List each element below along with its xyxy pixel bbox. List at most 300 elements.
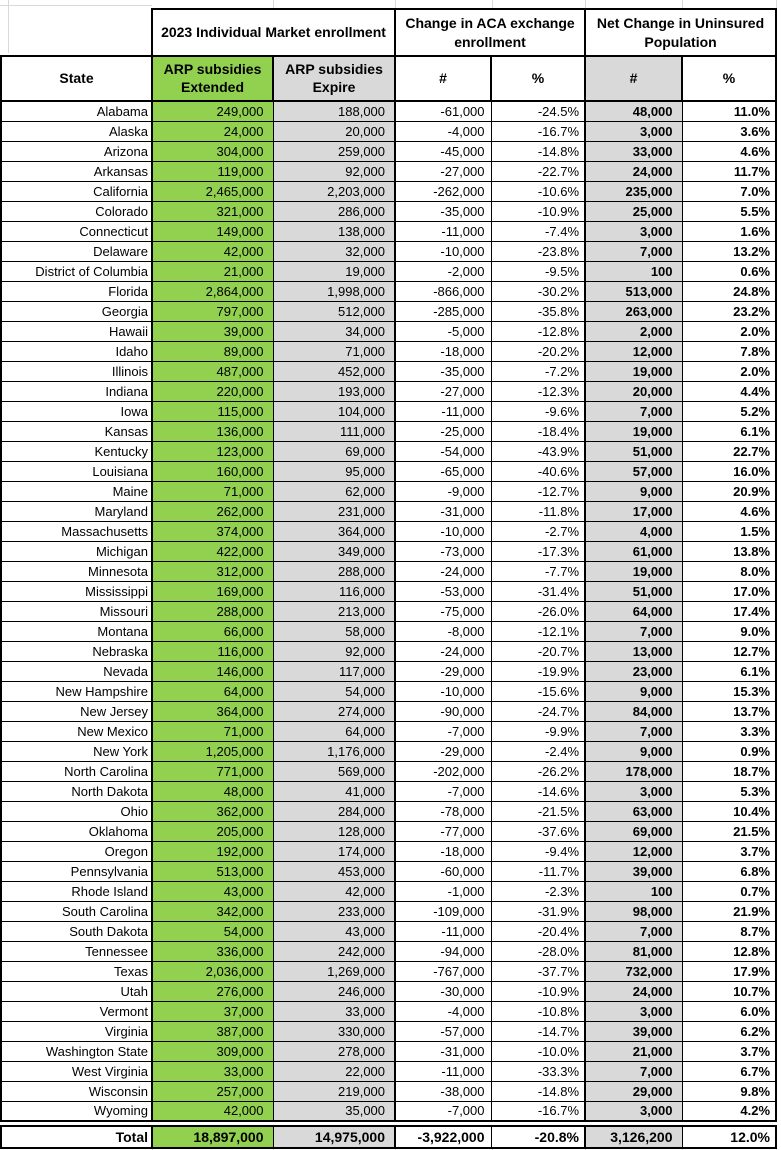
- table-row: [1, 801, 776, 821]
- arp-extended-value: 342,000: [152, 901, 273, 921]
- table-row: [1, 501, 776, 521]
- uninsured-change-number: 98,000: [585, 901, 682, 921]
- uninsured-change-percent: 11.0%: [682, 101, 776, 121]
- change-percent: -7.7%: [491, 561, 585, 581]
- state-name: New Jersey: [1, 701, 152, 721]
- change-number: -5,000: [395, 321, 491, 341]
- change-percent: -20.2%: [491, 341, 585, 361]
- change-percent: -37.7%: [491, 961, 585, 981]
- uninsured-change-percent: 10.4%: [682, 801, 776, 821]
- change-number: -73,000: [395, 541, 491, 561]
- uninsured-change-number: 57,000: [585, 461, 682, 481]
- arp-expire-value: 2,203,000: [273, 181, 395, 201]
- table-row: [1, 661, 776, 681]
- change-percent: -24.5%: [491, 101, 585, 121]
- uninsured-change-number: 4,000: [585, 521, 682, 541]
- uninsured-change-number: 24,000: [585, 161, 682, 181]
- uninsured-change-percent: 9.0%: [682, 621, 776, 641]
- arp-expire-value: 71,000: [273, 341, 395, 361]
- state-name: Connecticut: [1, 221, 152, 241]
- uninsured-change-number: 19,000: [585, 361, 682, 381]
- change-percent: -14.8%: [491, 141, 585, 161]
- uninsured-change-percent: 8.7%: [682, 921, 776, 941]
- arp-expire-value: 246,000: [273, 981, 395, 1001]
- table-row: [1, 201, 776, 221]
- state-name: Virginia: [1, 1021, 152, 1041]
- arp-expire-value: 128,000: [273, 821, 395, 841]
- uninsured-change-number: 64,000: [585, 601, 682, 621]
- uninsured-change-percent: 10.7%: [682, 981, 776, 1001]
- state-name: Wyoming: [1, 1101, 152, 1121]
- arp-extended-value: 205,000: [152, 821, 273, 841]
- spreadsheet-gridline: [776, 0, 777, 8]
- uninsured-change-percent: 7.0%: [682, 181, 776, 201]
- arp-extended-value: 71,000: [152, 481, 273, 501]
- col-header-change-percent: %: [491, 56, 585, 101]
- change-percent: -12.1%: [491, 621, 585, 641]
- arp-extended-value: 136,000: [152, 421, 273, 441]
- change-percent: -12.3%: [491, 381, 585, 401]
- uninsured-change-number: 513,000: [585, 281, 682, 301]
- change-percent: -10.0%: [491, 1041, 585, 1061]
- arp-expire-value: 259,000: [273, 141, 395, 161]
- change-percent: -9.6%: [491, 401, 585, 421]
- table-row: [1, 241, 776, 261]
- change-number: -10,000: [395, 681, 491, 701]
- uninsured-change-percent: 3.3%: [682, 721, 776, 741]
- change-percent: -2.4%: [491, 741, 585, 761]
- change-percent: -16.7%: [491, 1101, 585, 1121]
- uninsured-change-percent: 0.9%: [682, 741, 776, 761]
- arp-extended-value: 160,000: [152, 461, 273, 481]
- arp-expire-value: 35,000: [273, 1101, 395, 1121]
- arp-extended-value: 43,000: [152, 881, 273, 901]
- arp-expire-value: 111,000: [273, 421, 395, 441]
- col-header-change-number: #: [395, 56, 491, 101]
- arp-extended-value: 2,036,000: [152, 961, 273, 981]
- change-number: -9,000: [395, 481, 491, 501]
- state-name: Maine: [1, 481, 152, 501]
- change-number: -24,000: [395, 641, 491, 661]
- uninsured-change-number: 24,000: [585, 981, 682, 1001]
- table-row: [1, 581, 776, 601]
- change-number: -202,000: [395, 761, 491, 781]
- arp-expire-value: 233,000: [273, 901, 395, 921]
- arp-expire-value: 69,000: [273, 441, 395, 461]
- state-name: Hawaii: [1, 321, 152, 341]
- arp-extended-value: 304,000: [152, 141, 273, 161]
- table-row: [1, 921, 776, 941]
- table-row: [1, 441, 776, 461]
- state-name: Minnesota: [1, 561, 152, 581]
- change-percent: -40.6%: [491, 461, 585, 481]
- uninsured-change-number: 7,000: [585, 241, 682, 261]
- uninsured-change-number: 2,000: [585, 321, 682, 341]
- table-row: [1, 1101, 776, 1121]
- change-number: -53,000: [395, 581, 491, 601]
- table-row: [1, 721, 776, 741]
- arp-expire-value: 58,000: [273, 621, 395, 641]
- table-row: [1, 401, 776, 421]
- change-percent: -16.7%: [491, 121, 585, 141]
- total-arp-extended-value: 18,897,000: [152, 1126, 273, 1148]
- uninsured-change-number: 9,000: [585, 681, 682, 701]
- uninsured-change-number: 263,000: [585, 301, 682, 321]
- arp-extended-value: 336,000: [152, 941, 273, 961]
- arp-extended-value: 169,000: [152, 581, 273, 601]
- uninsured-change-number: 39,000: [585, 861, 682, 881]
- change-number: -30,000: [395, 981, 491, 1001]
- change-percent: -37.6%: [491, 821, 585, 841]
- uninsured-change-number: 29,000: [585, 1081, 682, 1101]
- table-row: [1, 881, 776, 901]
- table-row: [1, 421, 776, 441]
- arp-expire-value: 41,000: [273, 781, 395, 801]
- table-row: [1, 981, 776, 1001]
- uninsured-change-number: 100: [585, 261, 682, 281]
- uninsured-change-percent: 4.6%: [682, 141, 776, 161]
- uninsured-change-percent: 3.7%: [682, 841, 776, 861]
- uninsured-change-percent: 13.8%: [682, 541, 776, 561]
- arp-extended-value: 116,000: [152, 641, 273, 661]
- arp-extended-value: 387,000: [152, 1021, 273, 1041]
- arp-extended-value: 33,000: [152, 1061, 273, 1081]
- change-percent: -15.6%: [491, 681, 585, 701]
- arp-extended-value: 771,000: [152, 761, 273, 781]
- arp-expire-value: 116,000: [273, 581, 395, 601]
- arp-extended-value: 220,000: [152, 381, 273, 401]
- uninsured-change-percent: 17.9%: [682, 961, 776, 981]
- uninsured-change-percent: 7.8%: [682, 341, 776, 361]
- group-header-aca-exchange-change: Change in ACA exchange enrollment: [395, 9, 585, 56]
- uninsured-change-number: 235,000: [585, 181, 682, 201]
- table-row: [1, 1021, 776, 1041]
- table-row: [1, 761, 776, 781]
- arp-expire-value: 512,000: [273, 301, 395, 321]
- arp-extended-value: 192,000: [152, 841, 273, 861]
- change-number: -29,000: [395, 661, 491, 681]
- arp-expire-value: 62,000: [273, 481, 395, 501]
- arp-extended-value: 24,000: [152, 121, 273, 141]
- state-name: Pennsylvania: [1, 861, 152, 881]
- arp-extended-value: 64,000: [152, 681, 273, 701]
- change-number: -94,000: [395, 941, 491, 961]
- state-name: New Mexico: [1, 721, 152, 741]
- arp-expire-value: 213,000: [273, 601, 395, 621]
- state-name: Arizona: [1, 141, 152, 161]
- table-row: [1, 961, 776, 981]
- total-uninsured-change-number: 3,126,200: [585, 1126, 682, 1148]
- arp-extended-value: 2,864,000: [152, 281, 273, 301]
- arp-expire-value: 1,176,000: [273, 741, 395, 761]
- state-name: Tennessee: [1, 941, 152, 961]
- change-number: -29,000: [395, 741, 491, 761]
- arp-expire-value: 92,000: [273, 641, 395, 661]
- table-row: [1, 161, 776, 181]
- uninsured-change-percent: 20.9%: [682, 481, 776, 501]
- arp-extended-value: 321,000: [152, 201, 273, 221]
- corner-blank-cell: [1, 9, 152, 56]
- change-number: -60,000: [395, 861, 491, 881]
- uninsured-change-percent: 21.9%: [682, 901, 776, 921]
- arp-expire-value: 43,000: [273, 921, 395, 941]
- change-percent: -10.8%: [491, 1001, 585, 1021]
- arp-extended-value: 312,000: [152, 561, 273, 581]
- change-percent: -11.7%: [491, 861, 585, 881]
- arp-expire-value: 330,000: [273, 1021, 395, 1041]
- uninsured-change-percent: 6.1%: [682, 661, 776, 681]
- arp-expire-value: 452,000: [273, 361, 395, 381]
- state-name: Nevada: [1, 661, 152, 681]
- arp-extended-value: 149,000: [152, 221, 273, 241]
- change-number: -4,000: [395, 1001, 491, 1021]
- change-number: -31,000: [395, 501, 491, 521]
- arp-extended-value: 21,000: [152, 261, 273, 281]
- state-name: Mississippi: [1, 581, 152, 601]
- change-number: -65,000: [395, 461, 491, 481]
- uninsured-change-number: 39,000: [585, 1021, 682, 1041]
- arp-extended-value: 797,000: [152, 301, 273, 321]
- uninsured-change-percent: 4.2%: [682, 1101, 776, 1121]
- state-name: Texas: [1, 961, 152, 981]
- uninsured-change-number: 20,000: [585, 381, 682, 401]
- uninsured-change-percent: 5.5%: [682, 201, 776, 221]
- table-row: [1, 861, 776, 881]
- arp-extended-value: 374,000: [152, 521, 273, 541]
- change-percent: -20.4%: [491, 921, 585, 941]
- change-percent: -10.9%: [491, 201, 585, 221]
- uninsured-change-number: 23,000: [585, 661, 682, 681]
- table-row: [1, 101, 776, 121]
- change-number: -57,000: [395, 1021, 491, 1041]
- change-percent: -2.3%: [491, 881, 585, 901]
- uninsured-change-number: 63,000: [585, 801, 682, 821]
- uninsured-change-number: 7,000: [585, 1061, 682, 1081]
- uninsured-change-percent: 12.7%: [682, 641, 776, 661]
- change-number: -11,000: [395, 221, 491, 241]
- table-row: [1, 461, 776, 481]
- arp-extended-value: 54,000: [152, 921, 273, 941]
- table-row: [1, 1001, 776, 1021]
- state-name: Illinois: [1, 361, 152, 381]
- uninsured-change-percent: 16.0%: [682, 461, 776, 481]
- uninsured-change-percent: 13.7%: [682, 701, 776, 721]
- change-percent: -21.5%: [491, 801, 585, 821]
- uninsured-change-percent: 3.7%: [682, 1041, 776, 1061]
- spreadsheet-gridline: [395, 0, 396, 8]
- state-name: Utah: [1, 981, 152, 1001]
- arp-extended-value: 66,000: [152, 621, 273, 641]
- arp-expire-value: 288,000: [273, 561, 395, 581]
- uninsured-change-percent: 1.5%: [682, 521, 776, 541]
- uninsured-change-percent: 24.8%: [682, 281, 776, 301]
- arp-extended-value: 146,000: [152, 661, 273, 681]
- arp-extended-value: 249,000: [152, 101, 273, 121]
- spreadsheet-gridline: [0, 5, 152, 6]
- arp-extended-value: 1,205,000: [152, 741, 273, 761]
- change-percent: -31.4%: [491, 581, 585, 601]
- arp-expire-value: 286,000: [273, 201, 395, 221]
- state-name: Missouri: [1, 601, 152, 621]
- table-row: [1, 901, 776, 921]
- table-row: [1, 1061, 776, 1081]
- total-change-number: -3,922,000: [395, 1126, 491, 1148]
- state-name: Maryland: [1, 501, 152, 521]
- group-header-uninsured-change: Net Change in Uninsured Population: [585, 9, 776, 56]
- arp-expire-value: 20,000: [273, 121, 395, 141]
- uninsured-change-percent: 2.0%: [682, 321, 776, 341]
- total-row: [1, 1126, 776, 1148]
- change-percent: -28.0%: [491, 941, 585, 961]
- arp-expire-value: 569,000: [273, 761, 395, 781]
- change-percent: -11.8%: [491, 501, 585, 521]
- table-row: [1, 321, 776, 341]
- arp-extended-value: 276,000: [152, 981, 273, 1001]
- change-percent: -18.4%: [491, 421, 585, 441]
- spreadsheet-gridline: [273, 0, 274, 8]
- change-number: -262,000: [395, 181, 491, 201]
- uninsured-change-percent: 17.4%: [682, 601, 776, 621]
- state-name: Delaware: [1, 241, 152, 261]
- state-name: North Dakota: [1, 781, 152, 801]
- table-row: [1, 541, 776, 561]
- col-header-arp-subsidies-extended: ARP subsidies Extended: [152, 56, 273, 101]
- change-percent: -10.9%: [491, 981, 585, 1001]
- spreadsheet-gridline: [585, 0, 586, 8]
- col-header-uninsured-number: #: [585, 56, 682, 101]
- uninsured-change-number: 100: [585, 881, 682, 901]
- table-row: [1, 741, 776, 761]
- arp-extended-value: 115,000: [152, 401, 273, 421]
- change-percent: -10.6%: [491, 181, 585, 201]
- uninsured-change-number: 3,000: [585, 1001, 682, 1021]
- uninsured-change-percent: 1.6%: [682, 221, 776, 241]
- arp-expire-value: 104,000: [273, 401, 395, 421]
- state-name: Iowa: [1, 401, 152, 421]
- uninsured-change-percent: 21.5%: [682, 821, 776, 841]
- change-percent: -9.4%: [491, 841, 585, 861]
- change-number: -61,000: [395, 101, 491, 121]
- change-number: -38,000: [395, 1081, 491, 1101]
- arp-expire-value: 32,000: [273, 241, 395, 261]
- uninsured-change-number: 81,000: [585, 941, 682, 961]
- change-percent: -7.2%: [491, 361, 585, 381]
- state-name: Michigan: [1, 541, 152, 561]
- arp-extended-value: 42,000: [152, 1101, 273, 1121]
- uninsured-change-percent: 9.8%: [682, 1081, 776, 1101]
- table-row: [1, 1081, 776, 1101]
- change-percent: -35.8%: [491, 301, 585, 321]
- col-header-uninsured-percent: %: [682, 56, 776, 101]
- change-percent: -23.8%: [491, 241, 585, 261]
- uninsured-change-percent: 3.6%: [682, 121, 776, 141]
- arp-expire-value: 278,000: [273, 1041, 395, 1061]
- uninsured-change-number: 48,000: [585, 101, 682, 121]
- arp-expire-value: 1,998,000: [273, 281, 395, 301]
- change-number: -35,000: [395, 201, 491, 221]
- state-name: Kentucky: [1, 441, 152, 461]
- arp-extended-value: 48,000: [152, 781, 273, 801]
- table-row: [1, 381, 776, 401]
- col-header-arp-subsidies-expire: ARP subsidies Expire: [273, 56, 395, 101]
- arp-extended-value: 37,000: [152, 1001, 273, 1021]
- total-change-percent: -20.8%: [491, 1126, 585, 1148]
- change-number: -767,000: [395, 961, 491, 981]
- aca-enrollment-table: [0, 8, 777, 1122]
- uninsured-change-number: 178,000: [585, 761, 682, 781]
- change-number: -18,000: [395, 841, 491, 861]
- uninsured-change-number: 7,000: [585, 621, 682, 641]
- arp-expire-value: 274,000: [273, 701, 395, 721]
- arp-extended-value: 119,000: [152, 161, 273, 181]
- arp-extended-value: 422,000: [152, 541, 273, 561]
- arp-expire-value: 34,000: [273, 321, 395, 341]
- table-row: [1, 121, 776, 141]
- state-name: Washington State: [1, 1041, 152, 1061]
- change-number: -78,000: [395, 801, 491, 821]
- state-name: Kansas: [1, 421, 152, 441]
- state-name: Oregon: [1, 841, 152, 861]
- change-percent: -26.0%: [491, 601, 585, 621]
- arp-extended-value: 257,000: [152, 1081, 273, 1101]
- state-name: Oklahoma: [1, 821, 152, 841]
- change-number: -285,000: [395, 301, 491, 321]
- group-header-individual-market: 2023 Individual Market enrollment: [152, 9, 395, 56]
- table-row: [1, 941, 776, 961]
- uninsured-change-percent: 5.3%: [682, 781, 776, 801]
- arp-extended-value: 262,000: [152, 501, 273, 521]
- uninsured-change-percent: 6.0%: [682, 1001, 776, 1021]
- table-row: [1, 781, 776, 801]
- change-number: -1,000: [395, 881, 491, 901]
- uninsured-change-number: 3,000: [585, 781, 682, 801]
- uninsured-change-percent: 4.4%: [682, 381, 776, 401]
- table-row: [1, 281, 776, 301]
- state-name: Idaho: [1, 341, 152, 361]
- arp-expire-value: 64,000: [273, 721, 395, 741]
- table-row: [1, 701, 776, 721]
- arp-expire-value: 42,000: [273, 881, 395, 901]
- change-number: -8,000: [395, 621, 491, 641]
- change-percent: -30.2%: [491, 281, 585, 301]
- uninsured-change-percent: 12.8%: [682, 941, 776, 961]
- state-name: Ohio: [1, 801, 152, 821]
- arp-extended-value: 39,000: [152, 321, 273, 341]
- total-row-table: [0, 1125, 777, 1149]
- uninsured-change-percent: 11.7%: [682, 161, 776, 181]
- uninsured-change-percent: 18.7%: [682, 761, 776, 781]
- uninsured-change-number: 732,000: [585, 961, 682, 981]
- uninsured-change-number: 21,000: [585, 1041, 682, 1061]
- arp-expire-value: 242,000: [273, 941, 395, 961]
- arp-expire-value: 284,000: [273, 801, 395, 821]
- state-name: Wisconsin: [1, 1081, 152, 1101]
- uninsured-change-number: 69,000: [585, 821, 682, 841]
- state-name: District of Columbia: [1, 261, 152, 281]
- change-number: -4,000: [395, 121, 491, 141]
- state-name: Florida: [1, 281, 152, 301]
- arp-expire-value: 54,000: [273, 681, 395, 701]
- state-name: South Carolina: [1, 901, 152, 921]
- uninsured-change-number: 3,000: [585, 121, 682, 141]
- uninsured-change-number: 61,000: [585, 541, 682, 561]
- table-row: [1, 621, 776, 641]
- uninsured-change-number: 19,000: [585, 421, 682, 441]
- state-name: Indiana: [1, 381, 152, 401]
- table-row: [1, 641, 776, 661]
- uninsured-change-percent: 17.0%: [682, 581, 776, 601]
- table-row: [1, 1041, 776, 1061]
